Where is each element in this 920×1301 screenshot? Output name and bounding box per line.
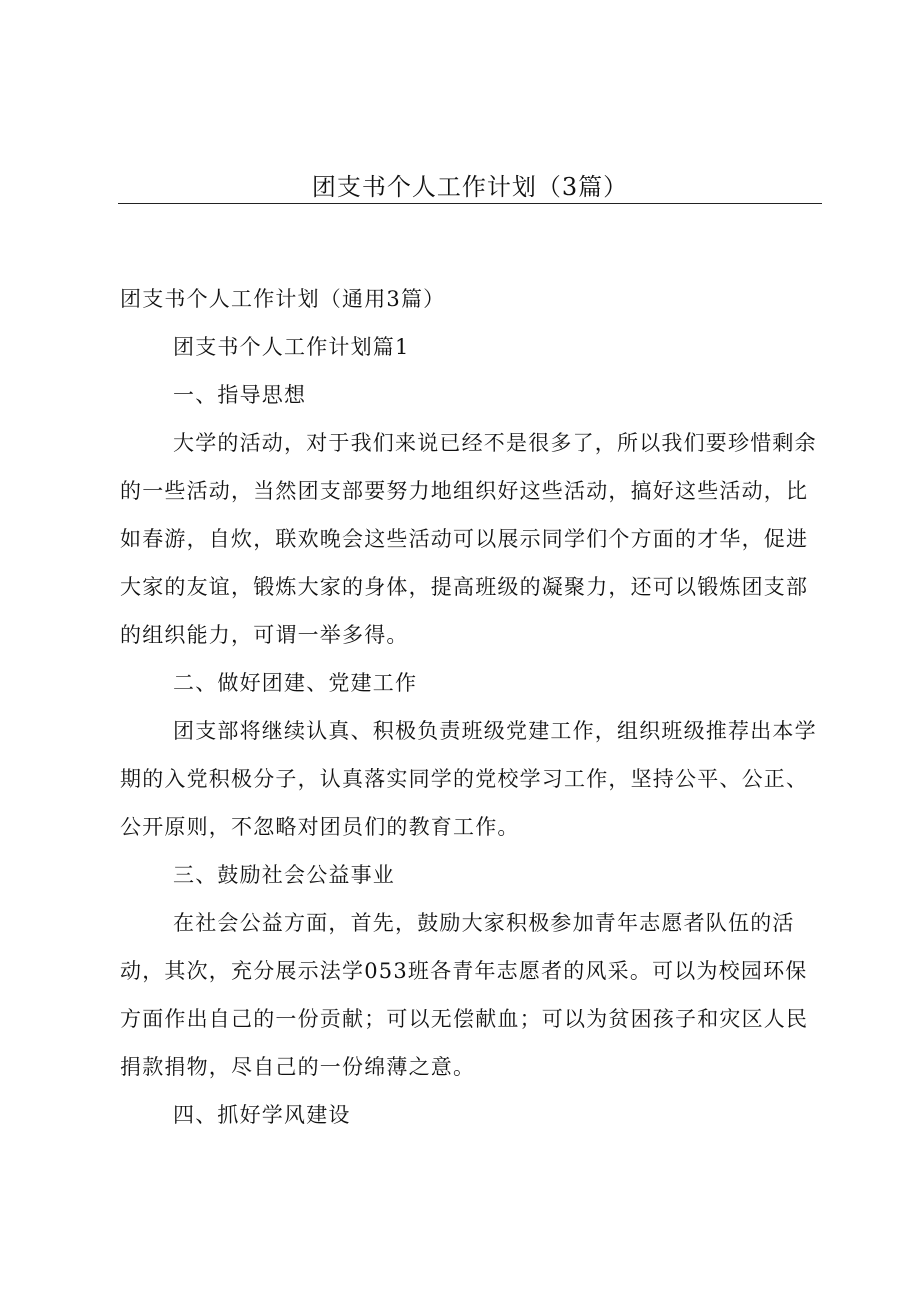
section-heading-1: 一、指导思想	[173, 383, 307, 407]
article-heading: 团支书个人工作计划篇1	[173, 335, 410, 359]
section-heading-4: 四、抓好学风建设	[173, 1103, 351, 1127]
section-paragraph-2: 团支部将继续认真、积极负责班级党建工作，组织班级推荐出本学期的入党积极分子，认真落实同学的党校学习工作，坚持公平、公正、公开原则，不忽略对团员们的教育工作。	[120, 719, 817, 839]
document-body	[120, 275, 825, 1139]
document-title: 团支书个人工作计划（3篇）	[311, 173, 629, 201]
document-subtitle: 团支书个人工作计划（通用3篇）	[120, 287, 446, 311]
title-underline	[118, 203, 822, 204]
section-heading-3: 三、鼓励社会公益事业	[173, 863, 395, 887]
section-paragraph-1: 大学的活动，对于我们来说已经不是很多了，所以我们要珍惜剩余的一些活动，当然团支部要努力地组织好这些活动，搞好这些活动，比如春游，自炊，联欢晚会这些活动可以展示同学们个方面的才华，促进大家的友谊，锻炼大家的身体，提高班级的凝聚力，还可以锻炼团支部的组织能力，可谓一举多得。	[120, 431, 817, 647]
section-heading-2: 二、做好团建、党建工作	[173, 671, 418, 695]
section-paragraph-3: 在社会公益方面，首先，鼓励大家积极参加青年志愿者队伍的活动，其次，充分展示法学053班各青年志愿者的风采。可以为校园环保方面作出自己的一份贡献；可以无偿献血；可以为贫困孩子和灾区人民捐款捐物，尽自己的一份绵薄之意。	[120, 911, 809, 1079]
